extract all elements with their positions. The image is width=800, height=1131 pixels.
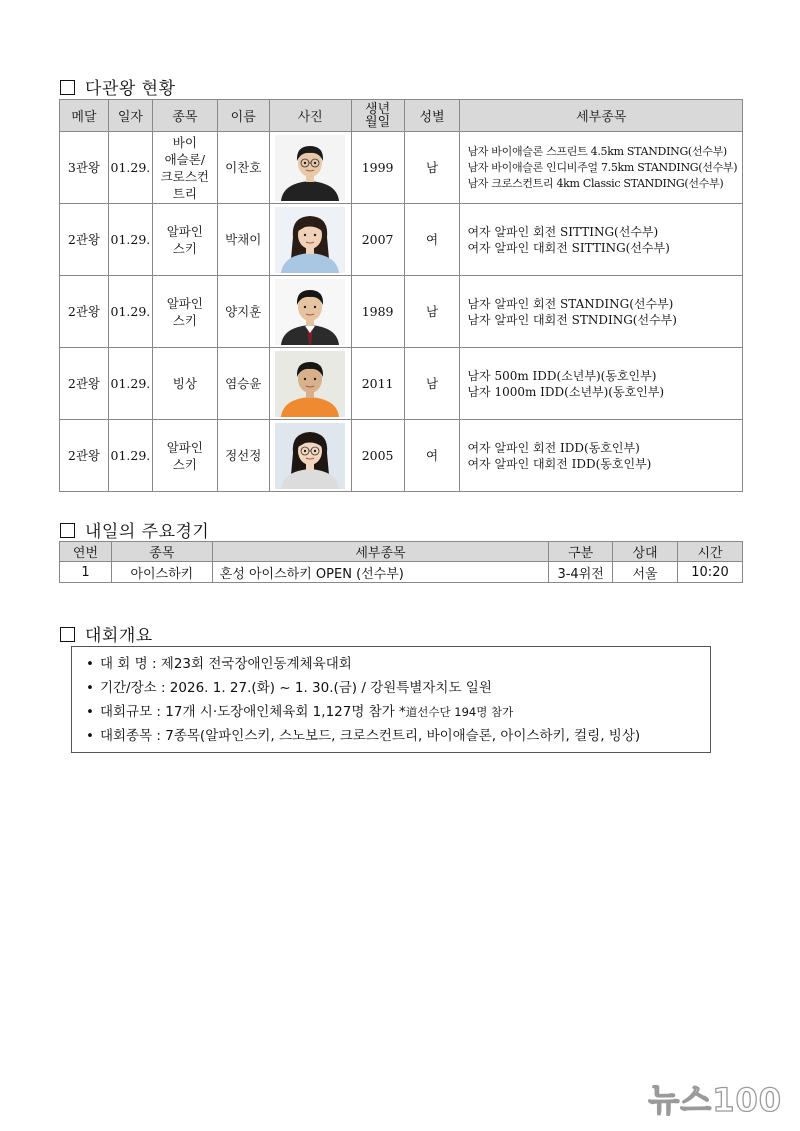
detail-cell	[460, 348, 743, 420]
medal-table-row	[60, 204, 743, 276]
gender-cell: 여	[404, 204, 460, 276]
detail-line: 남자 크로스컨트리 4km Classic STANDING(선수부)	[467, 176, 724, 190]
medal-header-cell: 메달	[60, 100, 109, 132]
name-cell: 염승윤	[217, 348, 269, 420]
sport-cell: 알파인 스키	[152, 276, 217, 348]
medal-table-row	[60, 420, 743, 492]
name-cell: 박채이	[217, 204, 269, 276]
bullet-icon: •	[86, 704, 94, 720]
detail-cell	[460, 204, 743, 276]
gender-cell: 남	[404, 276, 460, 348]
birth-cell: 1999	[351, 132, 404, 204]
match-opponent-cell: 서울	[613, 562, 678, 583]
medal-cell: 3관왕	[60, 132, 109, 204]
detail-cell	[460, 420, 743, 492]
medal-table-header	[60, 100, 743, 132]
bullet-icon: •	[86, 728, 94, 744]
sport-cell: 빙상	[152, 348, 217, 420]
overview-item	[72, 676, 710, 700]
bullet-icon: •	[86, 680, 94, 696]
overview-item	[72, 724, 710, 748]
overview-box	[71, 646, 711, 753]
medal-header-cell: 생년 월일	[351, 100, 404, 132]
overview-text: 대 회 명 : 제23회 전국장애인동계체육대회	[99, 656, 352, 672]
match-header-cell: 종목	[111, 542, 212, 562]
overview-item	[72, 700, 710, 724]
detail-line: 여자 알파인 대회전 IDD(동호인부)	[467, 456, 652, 471]
sport-cell: 바이 애슬론/ 크로스컨 트리	[152, 132, 217, 204]
date-cell: 01.29.	[108, 420, 152, 492]
birth-cell: 2007	[351, 204, 404, 276]
birth-cell: 2005	[351, 420, 404, 492]
match-table-row	[60, 562, 743, 583]
photo-cell	[269, 348, 351, 420]
match-header-cell: 상대	[613, 542, 678, 562]
photo-male-3	[275, 351, 345, 417]
date-cell: 01.29.	[108, 276, 152, 348]
birth-cell: 1989	[351, 276, 404, 348]
birth-cell: 2011	[351, 348, 404, 420]
sport-cell: 알파인 스키	[152, 204, 217, 276]
photo-male-2	[275, 279, 345, 345]
detail-line: 남자 알파인 회전 STANDING(선수부)	[467, 296, 674, 311]
match-header-cell: 연번	[60, 542, 112, 562]
medal-table-row	[60, 348, 743, 420]
overview-item	[72, 652, 710, 676]
medal-table-row	[60, 276, 743, 348]
sport-cell: 알파인 스키	[152, 420, 217, 492]
match-table-header	[60, 542, 743, 562]
medal-cell: 2관왕	[60, 276, 109, 348]
detail-line: 여자 알파인 대회전 SITTING(선수부)	[467, 240, 670, 255]
medal-cell: 2관왕	[60, 204, 109, 276]
photo-female-1	[275, 207, 345, 273]
watermark-logo: 뉴스100	[648, 1081, 782, 1119]
detail-line: 남자 바이애슬론 스프린트 4.5km STANDING(선수부)	[467, 144, 727, 158]
detail-line: 여자 알파인 회전 SITTING(선수부)	[467, 224, 659, 239]
medal-cell: 2관왕	[60, 348, 109, 420]
gender-cell: 남	[404, 132, 460, 204]
match-table	[59, 541, 743, 583]
medal-header-cell: 세부종목	[460, 100, 743, 132]
overview-text: 대회규모 : 17개 시·도장애인체육회 1,127명 참가 *	[99, 704, 406, 720]
detail-line: 여자 알파인 회전 IDD(동호인부)	[467, 440, 640, 455]
photo-female-2	[275, 423, 345, 489]
gender-cell: 남	[404, 348, 460, 420]
photo-cell	[269, 204, 351, 276]
photo-male-1	[275, 135, 345, 201]
medal-cell: 2관왕	[60, 420, 109, 492]
overview-section-title: 대회개요	[60, 621, 153, 646]
photo-cell	[269, 420, 351, 492]
name-cell: 양지훈	[217, 276, 269, 348]
checkbox-square-icon	[60, 627, 75, 642]
match-detail-cell: 혼성 아이스하키 OPEN (선수부)	[212, 562, 548, 583]
checkbox-square-icon	[60, 523, 75, 538]
detail-line: 남자 500m IDD(소년부)(동호인부)	[467, 368, 657, 383]
medal-header-cell: 종목	[152, 100, 217, 132]
detail-line: 남자 1000m IDD(소년부)(동호인부)	[467, 384, 665, 399]
medal-header-cell: 성별	[404, 100, 460, 132]
match-header-cell: 시간	[678, 542, 743, 562]
medal-header-cell: 일자	[108, 100, 152, 132]
detail-cell	[460, 276, 743, 348]
name-cell: 이찬호	[217, 132, 269, 204]
detail-line: 남자 알파인 대회전 STNDING(선수부)	[467, 312, 677, 327]
overview-text: 대회종목 : 7종목(알파인스키, 스노보드, 크로스컨트리, 바이애슬론, 아이스하키, 컬링, 빙상)	[99, 728, 641, 744]
date-cell: 01.29.	[108, 204, 152, 276]
checkbox-square-icon	[60, 80, 75, 95]
photo-cell	[269, 132, 351, 204]
bullet-icon: •	[86, 656, 94, 672]
date-cell: 01.29.	[108, 132, 152, 204]
medal-table-row	[60, 132, 743, 204]
match-division-cell: 3-4위전	[549, 562, 613, 583]
photo-cell	[269, 276, 351, 348]
detail-line: 남자 바이애슬론 인디비주얼 7.5km STANDING(선수부)	[467, 160, 738, 174]
match-time-cell: 10:20	[678, 562, 743, 583]
medal-section-title: 다관왕 현황	[60, 74, 176, 99]
name-cell: 정선정	[217, 420, 269, 492]
medal-table	[59, 99, 743, 492]
gender-cell: 여	[404, 420, 460, 492]
detail-cell	[460, 132, 743, 204]
match-section-title: 내일의 주요경기	[60, 517, 209, 542]
match-header-cell: 구분	[549, 542, 613, 562]
match-no-cell: 1	[60, 562, 112, 583]
overview-text: 기간/장소 : 2026. 1. 27.(화) ~ 1. 30.(금) / 강원특별자치도 일원	[99, 680, 492, 696]
match-sport-cell: 아이스하키	[111, 562, 212, 583]
date-cell: 01.29.	[108, 348, 152, 420]
medal-header-cell: 이름	[217, 100, 269, 132]
medal-header-cell: 사진	[269, 100, 351, 132]
overview-note: 道선수단 194명 참가	[405, 705, 514, 719]
match-header-cell: 세부종목	[212, 542, 548, 562]
